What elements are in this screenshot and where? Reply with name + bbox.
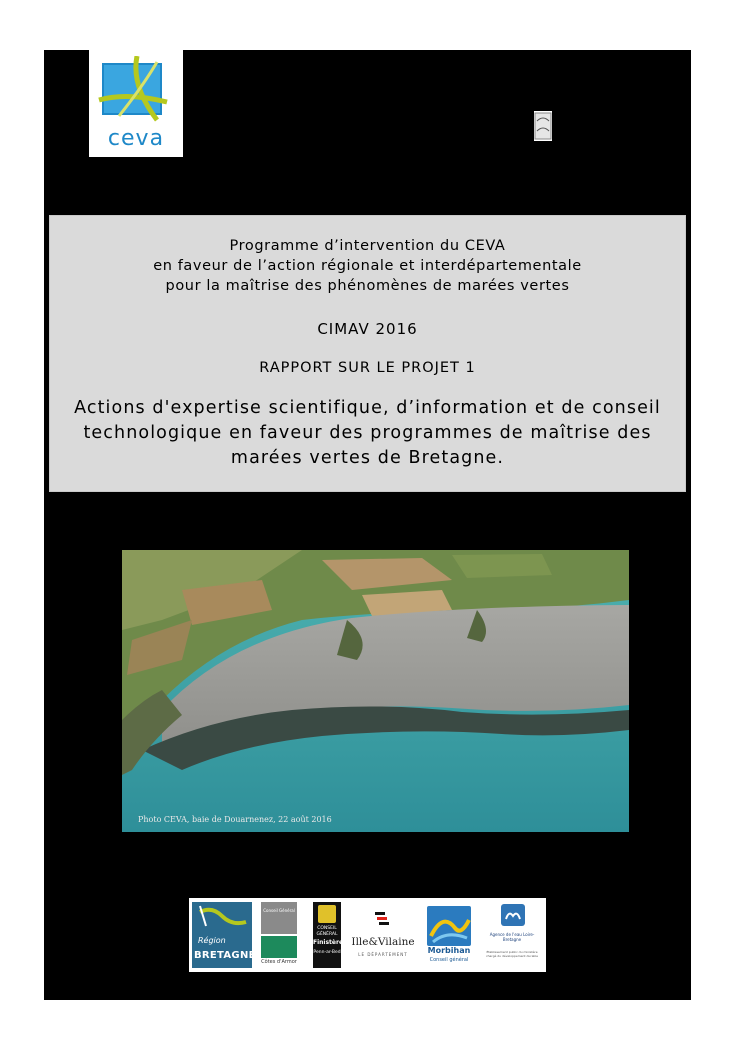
agence-eau-logo	[483, 902, 541, 968]
morbihan-cg: Conseil général	[429, 957, 469, 963]
small-image-icon	[534, 111, 552, 141]
bretagne-label: BRETAGNE	[194, 950, 256, 961]
finistere-logo	[313, 902, 344, 968]
ille-vilaine-mark-icon	[373, 910, 393, 928]
cotes-armor-logo	[261, 902, 297, 968]
intro-block	[50, 236, 685, 296]
ceva-emblem-icon	[97, 56, 175, 126]
cotes-armor-wave-icon	[261, 936, 297, 958]
agence-eau-mark-icon	[501, 904, 525, 926]
cover-page	[44, 50, 691, 1000]
ille-vilaine-dep: LE DÉPARTEMENT	[358, 952, 408, 957]
ille-vilaine-name: Ille&Vilaine	[351, 936, 415, 948]
intro-line: pour la maîtrise des phénomènes de marées vertes	[165, 278, 570, 294]
actions-line: marées vertes de Bretagne.	[230, 448, 505, 468]
intro-line: en faveur de l’action régionale et interdépartementale	[153, 258, 582, 274]
region-bretagne-logo	[192, 902, 256, 968]
photo-caption: Photo CEVA, baie de Douarnenez, 22 août 2016	[138, 815, 332, 824]
finistere-shield-icon	[318, 905, 336, 923]
actions-line: technologique en faveur des programmes de maîtrise des	[83, 423, 652, 443]
title-box	[49, 215, 686, 492]
partner-logos	[189, 898, 546, 972]
morbihan-name: Morbihan	[427, 946, 471, 955]
agence-eau-title: Agence de l'eau Loire-Bretagne	[489, 932, 535, 942]
intro-line: Programme d’intervention du CEVA	[229, 238, 506, 254]
actions-block	[50, 396, 685, 471]
morbihan-emblem-icon	[427, 906, 471, 946]
cimav-title: CIMAV 2016	[317, 320, 418, 338]
ceva-logo	[89, 50, 183, 157]
aerial-coast-image	[122, 550, 629, 832]
morbihan-logo	[425, 902, 473, 968]
finistere-line: Finistère	[313, 939, 344, 946]
finistere-line: GÉNÉRAL	[316, 932, 338, 937]
actions-line: Actions d'expertise scientifique, d’information et de conseil	[74, 398, 661, 418]
cotes-armor-top	[261, 902, 297, 934]
finistere-line: CONSEIL	[317, 926, 337, 931]
ceva-logo-word: ceva	[107, 126, 165, 151]
region-bretagne-emblem-icon	[192, 902, 252, 936]
region-label: Région	[198, 936, 226, 945]
finistere-line: Penn-ar-Bed	[313, 950, 341, 955]
agence-eau-subtitle: Établissement public du ministère chargé du développement durable	[486, 950, 538, 958]
ille-vilaine-logo	[351, 902, 415, 968]
cotes-armor-top-label: Conseil Général	[263, 908, 295, 913]
cotes-armor-label: Côtes d'Armor	[261, 959, 297, 965]
aerial-photo	[122, 550, 629, 832]
rapport-title: RAPPORT SUR LE PROJET 1	[259, 360, 476, 376]
